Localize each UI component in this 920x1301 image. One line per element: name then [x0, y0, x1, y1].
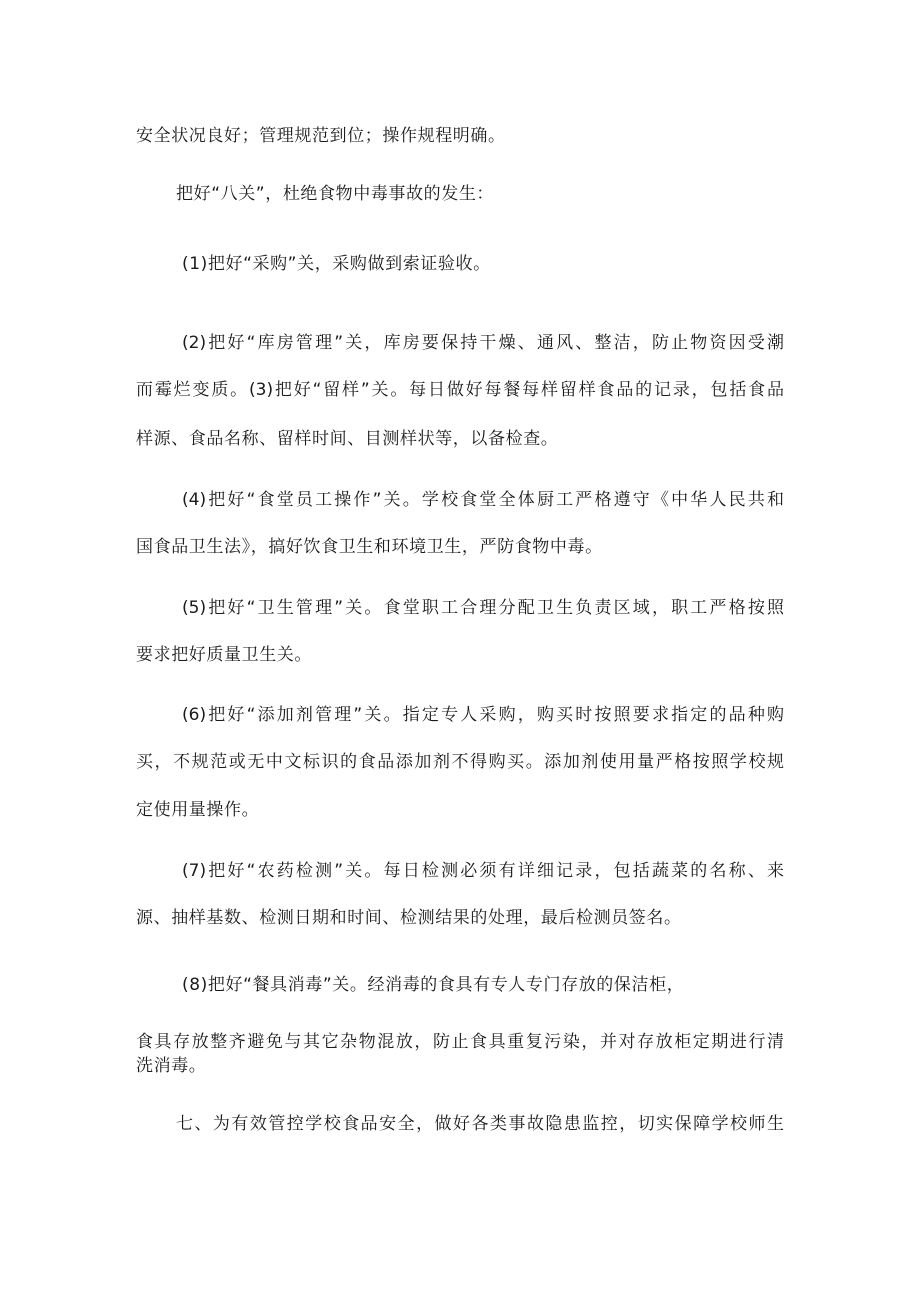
text-line-7: (4)把好“食堂员工操作”关。学校食堂全体厨工严格遵守《中华人民共和	[182, 490, 784, 510]
text-line-9: (5)把好“卫生管理”关。食堂职工合理分配卫生负责区域，职工严格按照	[182, 598, 784, 618]
text-line-4: (2)把好“库房管理”关，库房要保持干燥、通风、整洁，防止物资因受潮	[182, 333, 784, 353]
text-line-15: 源、抽样基数、检测日期和时间、检测结果的处理，最后检测员签名。	[136, 908, 682, 928]
text-line-14: (7)把好“农药检测”关。每日检测必须有详细记录，包括蔬菜的名称、来	[182, 861, 784, 881]
text-line-12: 买，不规范或无中文标识的食品添加剂不得购买。添加剂使用量严格按照学校规	[136, 752, 784, 772]
text-line-1: 安全状况良好；管理规范到位；操作规程明确。	[136, 126, 506, 146]
text-line-13: 定使用量操作。	[136, 800, 260, 820]
text-line-17: 食具存放整齐避免与其它杂物混放，防止食具重复污染，并对存放柜定期进行清	[136, 1032, 784, 1052]
text-line-11: (6)把好“添加剂管理”关。指定专人采购，购买时按照要求指定的品种购	[182, 705, 784, 725]
text-line-18: 洗消毒。	[136, 1056, 207, 1076]
text-line-8: 国食品卫生法》，搞好饮食卫生和环境卫生，严防食物中毒。	[136, 537, 603, 557]
text-line-5: 而霉烂变质。(3)把好“留样”关。每日做好每餐每样留样食品的记录，包括食品	[136, 380, 784, 400]
text-line-2: 把好“八关”，杜绝食物中毒事故的发生：	[176, 184, 495, 204]
text-line-19: 七、为有效管控学校食品安全，做好各类事故隐患监控，切实保障学校师生	[176, 1114, 784, 1134]
text-line-6: 样源、食品名称、留样时间、目测样状等，以备检查。	[136, 429, 559, 449]
text-line-16: (8)把好“餐具消毒”关。经消毒的食具有专人专门存放的保洁柜，	[182, 975, 685, 995]
text-line-10: 要求把好质量卫生关。	[136, 645, 312, 665]
text-line-3: (1)把好“采购”关，采购做到索证验收。	[182, 254, 491, 274]
